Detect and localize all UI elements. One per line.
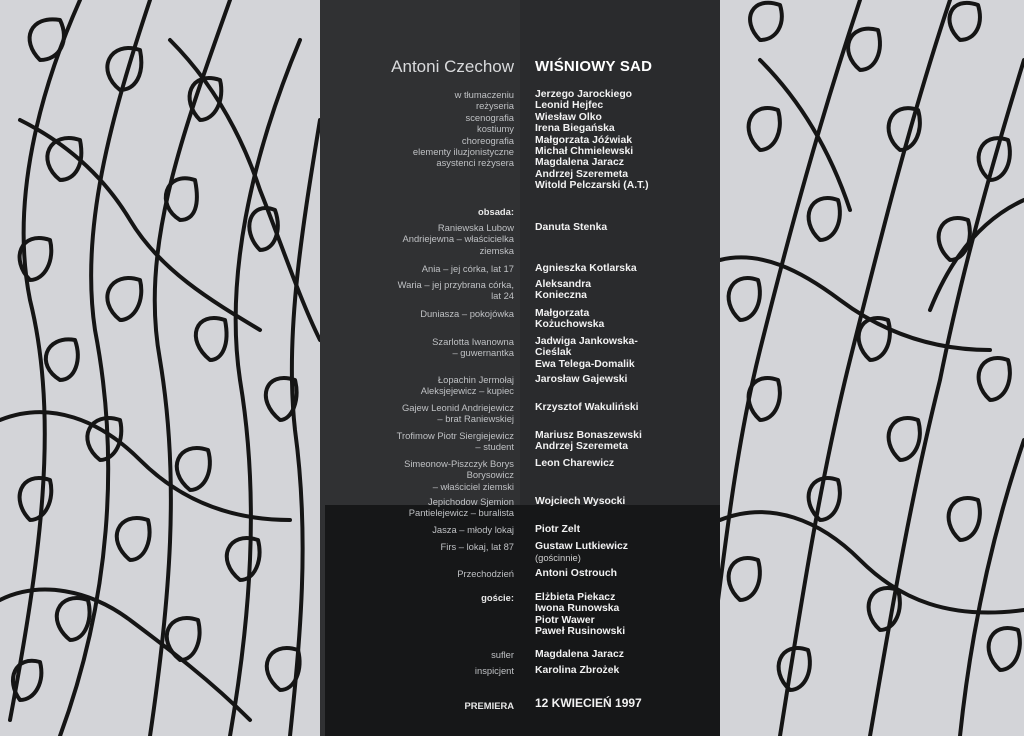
cast-actor: Mariusz Bonaszewski Andrzej Szeremeta <box>535 430 642 453</box>
credit-name: Magdalena Jaracz <box>535 157 624 169</box>
credits-names <box>535 89 720 192</box>
cast-actor: Gustaw Lutkiewicz (gościnnie) <box>535 541 720 564</box>
cast-actor: Leon Charewicz <box>535 458 615 469</box>
cast-label: obsada: <box>478 206 514 217</box>
cast-actor: Małgorzata Kożuchowska <box>535 308 605 331</box>
cast-role: Simeonow-Piszczyk Borys Borysowicz – właściciel ziemski <box>404 458 514 492</box>
cast-role: Łopachin Jermołaj Aleksjejewicz – kupiec <box>420 374 514 397</box>
credit-name: Witold Pelczarski (A.T.) <box>535 180 649 192</box>
staff-role: sufler <box>491 649 514 660</box>
credit-name: Andrzej Szeremeta <box>535 168 628 180</box>
guests-label: goście: <box>481 592 514 603</box>
cast-role: Raniewska Lubow Andriejewna – właścicielka ziemska <box>402 222 514 256</box>
credit-name: Małgorzata Jóźwiak <box>535 134 633 146</box>
cast-role: Jasza – młody lokaj <box>432 524 514 535</box>
staff-name: Magdalena Jaracz <box>535 649 624 660</box>
credit-name: Leonid Hejfec <box>535 100 604 112</box>
cast-actor: Piotr Zelt <box>535 524 581 535</box>
cast-role: Ania – jej córka, lat 17 <box>421 263 514 274</box>
credit-role: reżyseria <box>475 100 514 112</box>
cast-actor: Jarosław Gajewski <box>535 374 628 385</box>
credit-role: scenografia <box>465 111 514 123</box>
play-title: WIŚNIOWY SAD <box>535 58 653 75</box>
credits-roles <box>320 89 514 169</box>
credit-role: asystenci reżysera <box>436 157 514 169</box>
cast-role: Waria – jej przybrana córka, lat 24 <box>397 279 514 302</box>
cast-actor: Agnieszka Kotlarska <box>535 263 637 274</box>
cast-role: Przechodzień <box>457 568 514 579</box>
cast-role: Szarlotta Iwanowna – guwernantka <box>432 336 514 359</box>
premiere-date: 12 KWIECIEŃ 1997 <box>535 696 642 710</box>
cast-role: Trofimow Piotr Siergiejewicz – student <box>396 430 514 453</box>
credit-role: w tłumaczeniu <box>454 89 514 100</box>
cast-role: Jepichodow Sjemion Pantielejewicz – buralista <box>408 496 514 519</box>
cast-role: Duniasza – pokojówka <box>420 308 514 319</box>
cast-actor: Aleksandra Konieczna <box>535 279 592 302</box>
cast-actor: Wojciech Wysocki <box>535 496 626 507</box>
credit-role: elementy iluzjonistyczne <box>412 146 514 158</box>
cast-actor: Krzysztof Wakuliński <box>535 402 639 413</box>
cast-role: Gajew Leonid Andriejewicz – brat Raniewskiej <box>401 402 514 425</box>
credit-name: Irena Biegańska <box>535 123 615 135</box>
credit-role: kostiumy <box>477 123 514 135</box>
premiere-label: PREMIERA <box>464 700 514 711</box>
cast-actor: Antoni Ostrouch <box>535 568 617 579</box>
cast-actor: Danuta Stenka <box>535 222 608 233</box>
staff-name: Karolina Zbrożek <box>535 665 620 676</box>
credit-name: Michał Chmielewski <box>535 146 634 158</box>
credit-name: Wiesław Olko <box>535 111 602 123</box>
guest-note: (gościnnie) <box>535 552 581 564</box>
cast-actor: Jadwiga Jankowska- Cieślak Ewa Telega-Domalik <box>535 336 638 370</box>
credit-role: choreografia <box>461 134 514 146</box>
author-name: Antoni Czechow <box>391 57 514 76</box>
guests-list: Elżbieta Piekacz Iwona Runowska Piotr Wawer Paweł Rusinowski <box>535 592 626 638</box>
cast-role: Firs – lokaj, lat 87 <box>440 541 514 552</box>
credit-name: Jerzego Jarockiego <box>535 89 633 100</box>
staff-role: inspicjent <box>474 665 514 676</box>
